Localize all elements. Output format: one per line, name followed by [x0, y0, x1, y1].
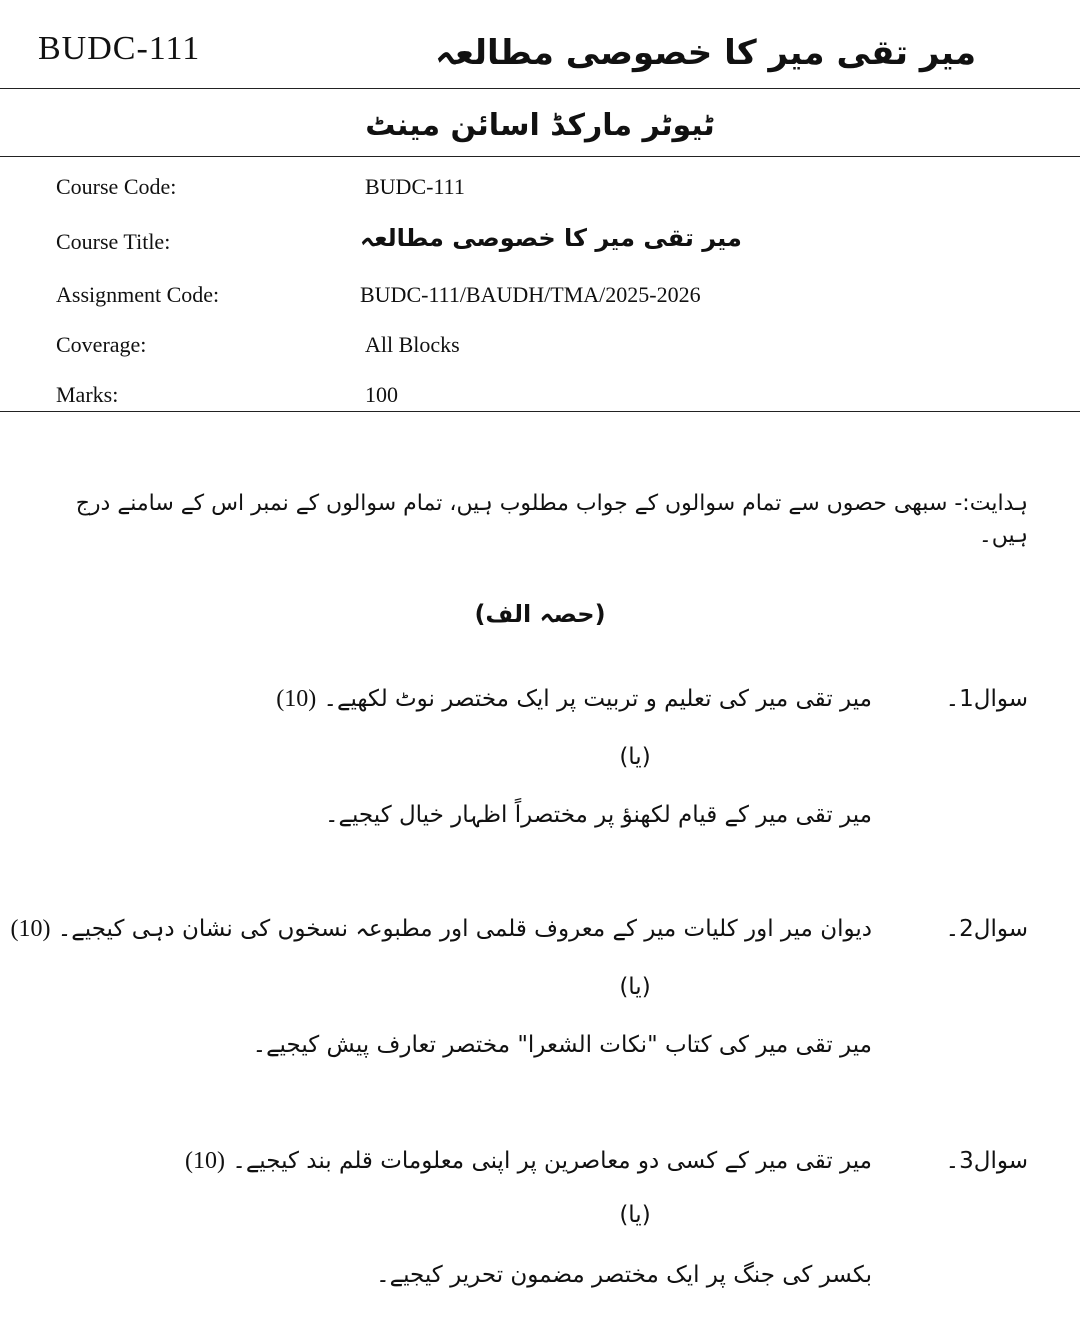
marks-label: Marks:: [56, 382, 119, 407]
question-text: [11, 916, 873, 943]
question-label: سوال2۔: [945, 916, 1028, 942]
or-divider: (یا): [619, 744, 651, 770]
question-text-body: میر تقی میر کی تعلیم و تربیت پر ایک مختصر نوٹ لکھیے۔: [323, 686, 872, 712]
question-text: [276, 686, 872, 713]
question-text-body: میر تقی میر کے کسی دو معاصرین پر اپنی معلومات قلم بند کیجیے۔: [232, 1148, 872, 1174]
marks-value: 100: [365, 382, 398, 407]
section-heading: (حصہ الف): [474, 600, 606, 628]
question-alternative: بکسر کی جنگ پر ایک مختصر مضمون تحریر کیجیے۔: [376, 1262, 872, 1288]
question-alternative: میر تقی میر کے قیام لکھنؤ پر مختصراً اظہار خیال کیجیے۔: [325, 802, 872, 828]
question-marks: (10): [276, 686, 317, 712]
course-title-header: میر تقی میر کا خصوصی مطالعہ: [435, 33, 976, 73]
coverage-value: All Blocks: [365, 332, 460, 357]
or-divider: (یا): [619, 974, 651, 1000]
or-divider: (یا): [619, 1202, 651, 1228]
question-text: [185, 1148, 872, 1175]
instructions: ہدایت:- سبھی حصوں سے تمام سوالوں کے جواب مطلوب ہیں، تمام سوالوں کے نمبر اس کے سامنے درج ہیں۔: [75, 491, 1028, 548]
course-code-label: Course Code:: [56, 174, 177, 199]
coverage-label: Coverage:: [56, 332, 147, 357]
title-divider: [0, 156, 1080, 157]
question-label: سوال3۔: [945, 1148, 1028, 1174]
assignment-code-value: BUDC-111/BAUDH/TMA/2025-2026: [360, 282, 701, 307]
question-label: سوال1۔: [945, 686, 1028, 712]
info-divider: [0, 411, 1080, 412]
assignment-title: ٹیوٹر مارکڈ اسائن مینٹ: [365, 108, 715, 143]
course-title-label: Course Title:: [56, 229, 171, 254]
question-marks: (10): [10, 916, 51, 942]
question-marks: (10): [185, 1148, 226, 1174]
assignment-code-label: Assignment Code:: [56, 282, 220, 307]
question-text-body: دیوان میر اور کلیات میر کے معروف قلمی اور مطبوعہ نسخوں کی نشان دہی کیجیے۔: [57, 916, 872, 942]
header-divider: [0, 88, 1080, 89]
course-title-value: میر تقی میر کا خصوصی مطالعہ: [360, 224, 742, 252]
course-code-header: BUDC-111: [38, 30, 201, 67]
question-alternative: میر تقی میر کی کتاب "نکات الشعرا" مختصر تعارف پیش کیجیے۔: [252, 1032, 872, 1058]
course-code-value: BUDC-111: [365, 174, 465, 199]
